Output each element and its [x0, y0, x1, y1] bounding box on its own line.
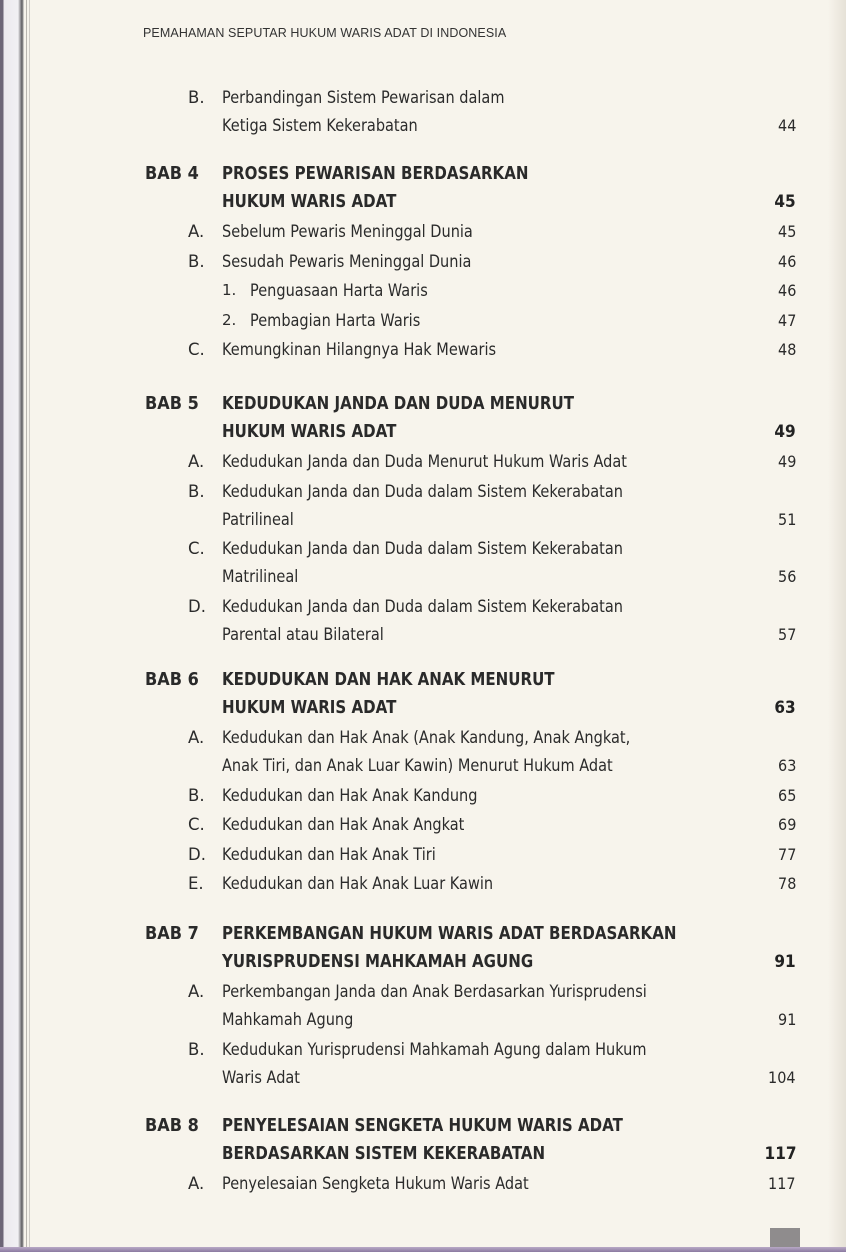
entry-title: Kedudukan dan Hak Anak Kandung [222, 785, 478, 805]
entry-title: Waris Adat [222, 1067, 301, 1087]
entry-title: Kedudukan dan Hak Anak Luar Kawin [222, 874, 494, 893]
entry-title: Kedudukan Janda dan Duda dalam Sistem Kekerabatan [222, 596, 623, 616]
chapter-label: BAB 6 [145, 670, 199, 690]
entry-letter: B. [188, 88, 205, 107]
entry-letter: A. [188, 1174, 205, 1193]
binding-edge-line [26, 0, 27, 1252]
entry-title: Anak Tiri, dan Anak Luar Kawin) Menurut Hukum Adat [222, 756, 613, 775]
chapter-title: BERDASARKAN SISTEM KEKERABATAN [222, 1144, 546, 1164]
entry-page-number: 46 [777, 281, 796, 300]
entry-letter: A. [188, 222, 205, 241]
entry-title: Perbandingan Sistem Pewarisan dalam [222, 88, 505, 107]
entry-title: Kedudukan dan Hak Anak Tiri [222, 844, 436, 864]
entry-letter: 2. [222, 310, 237, 329]
chapter-label: BAB 8 [145, 1116, 199, 1136]
entry-title: Kemungkinan Hilangnya Hak Mewaris [222, 340, 497, 359]
entry-letter: D. [188, 844, 206, 864]
entry-letter: B. [188, 251, 205, 271]
entry-letter: D. [188, 596, 206, 616]
entry-letter: A. [188, 452, 205, 471]
entry-title: Matrilineal [222, 567, 299, 586]
binding-edge-line [29, 0, 30, 1252]
running-head: PEMAHAMAN SEPUTAR HUKUM WARIS ADAT DI INDONESIA [143, 26, 507, 40]
chapter-label: BAB 4 [145, 164, 199, 184]
entry-letter: C. [188, 340, 205, 359]
chapter-page-number: 63 [774, 698, 796, 718]
entry-letter: B. [188, 481, 205, 501]
entry-page-number: 91 [777, 1010, 796, 1029]
entry-page-number: 63 [777, 756, 796, 775]
book-binding [0, 0, 24, 1252]
chapter-title: HUKUM WARIS ADAT [222, 698, 397, 718]
chapter-title: KEDUDUKAN JANDA DAN DUDA MENURUT [222, 394, 574, 414]
entry-title: Kedudukan Janda dan Duda dalam Sistem Kekerabatan [222, 539, 623, 558]
chapter-title: YURISPRUDENSI MAHKAMAH AGUNG [222, 952, 534, 972]
entry-title: Sesudah Pewaris Meninggal Dunia [222, 251, 472, 271]
chapter-title: PROSES PEWARISAN BERDASARKAN [222, 164, 529, 184]
entry-letter: A. [188, 728, 205, 747]
entry-page-number: 56 [777, 567, 796, 586]
entry-title: Parental atau Bilateral [222, 624, 384, 644]
entry-title: Penyelesaian Sengketa Hukum Waris Adat [222, 1174, 529, 1193]
chapter-page-number: 49 [774, 422, 796, 442]
entry-title: Ketiga Sistem Kekerabatan [222, 116, 418, 135]
entry-title: Kedudukan Yurisprudensi Mahkamah Agung dalam Hukum [222, 1039, 647, 1059]
entry-letter: C. [188, 539, 205, 558]
page-tab-marker [770, 1228, 800, 1248]
entry-title: Penguasaan Harta Waris [250, 281, 428, 300]
chapter-page-number: 117 [764, 1144, 796, 1164]
page-bottom-edge [0, 1247, 846, 1252]
chapter-title: HUKUM WARIS ADAT [222, 422, 397, 442]
entry-title: Pembagian Harta Waris [250, 310, 421, 330]
chapter-title: PERKEMBANGAN HUKUM WARIS ADAT BERDASARKAN [222, 924, 677, 944]
chapter-page-number: 45 [774, 192, 796, 212]
entry-page-number: 47 [777, 310, 796, 330]
entry-title: Patrilineal [222, 509, 294, 529]
chapter-label: BAB 5 [145, 394, 199, 414]
entry-page-number: 104 [768, 1067, 796, 1087]
entry-title: Kedudukan Janda dan Duda Menurut Hukum Waris Adat [222, 452, 627, 471]
entry-title: Kedudukan Janda dan Duda dalam Sistem Kekerabatan [222, 481, 623, 501]
entry-page-number: 46 [777, 251, 796, 271]
entry-page-number: 44 [777, 116, 796, 135]
entry-letter: A. [188, 982, 205, 1001]
entry-title: Perkembangan Janda dan Anak Berdasarkan Yurisprudensi [222, 982, 647, 1001]
entry-page-number: 45 [777, 222, 796, 241]
entry-letter: B. [188, 785, 205, 805]
entry-page-number: 65 [777, 785, 796, 805]
entry-letter: C. [188, 815, 205, 834]
entry-page-number: 69 [777, 815, 796, 834]
entry-title: Sebelum Pewaris Meninggal Dunia [222, 222, 473, 241]
chapter-label: BAB 7 [145, 924, 199, 944]
entry-page-number: 78 [777, 874, 796, 893]
page-edge-shadow [828, 0, 846, 1252]
entry-page-number: 48 [777, 340, 796, 359]
entry-page-number: 57 [777, 624, 796, 644]
entry-title: Kedudukan dan Hak Anak Angkat [222, 815, 465, 834]
entry-letter: E. [188, 874, 204, 893]
chapter-title: HUKUM WARIS ADAT [222, 192, 397, 212]
entry-letter: 1. [222, 281, 237, 299]
chapter-title: PENYELESAIAN SENGKETA HUKUM WARIS ADAT [222, 1116, 623, 1136]
entry-title: Kedudukan dan Hak Anak (Anak Kandung, Anak Angkat, [222, 728, 631, 747]
entry-page-number: 77 [777, 844, 796, 864]
chapter-title: KEDUDUKAN DAN HAK ANAK MENURUT [222, 670, 555, 690]
entry-page-number: 51 [777, 509, 796, 529]
entry-page-number: 117 [768, 1174, 796, 1193]
entry-title: Mahkamah Agung [222, 1010, 354, 1029]
entry-page-number: 49 [777, 452, 796, 471]
entry-letter: B. [188, 1039, 205, 1059]
chapter-page-number: 91 [774, 952, 796, 972]
